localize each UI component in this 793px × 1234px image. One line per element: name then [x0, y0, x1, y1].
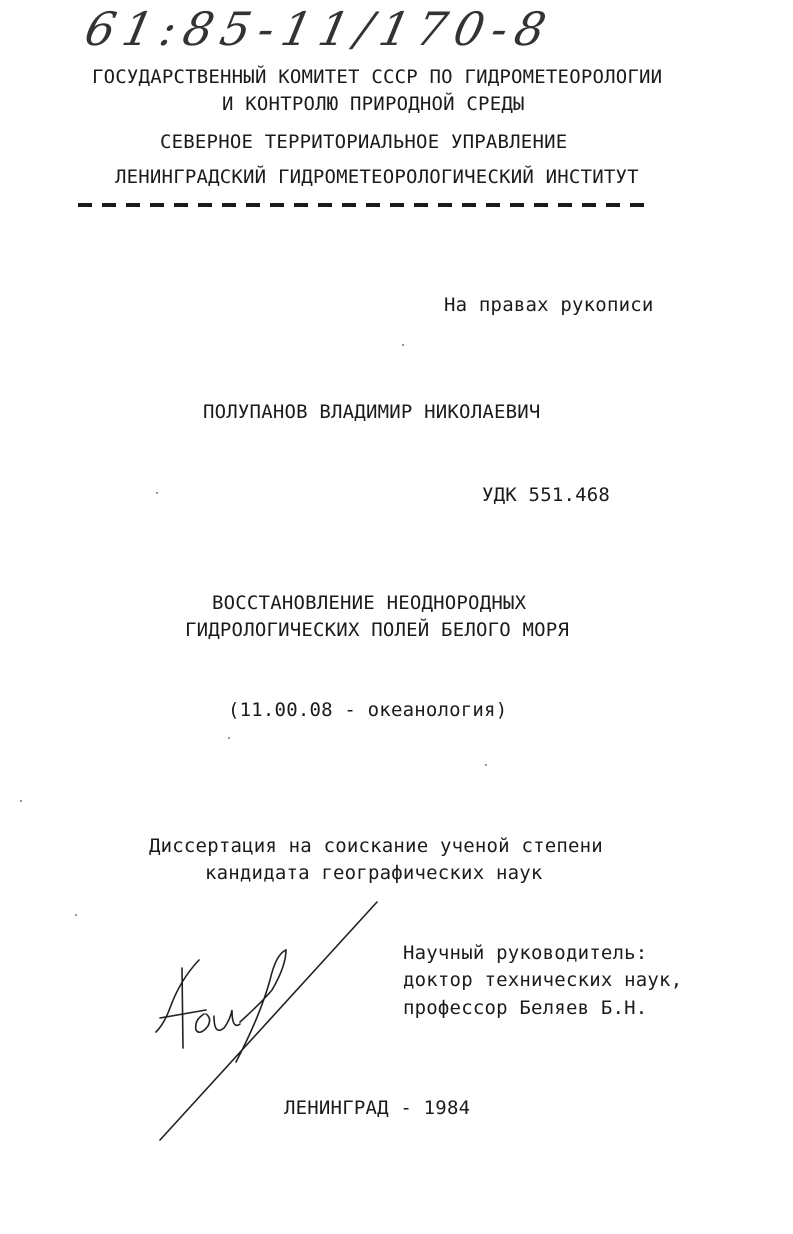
- header-committee-line1: ГОСУДАРСТВЕННЫЙ КОМИТЕТ СССР ПО ГИДРОМЕТЕОРОЛОГИИ: [92, 66, 663, 88]
- supervisor-label: Научный руководитель:: [403, 942, 648, 964]
- header-institute: ЛЕНИНГРАДСКИЙ ГИДРОМЕТЕОРОЛОГИЧЕСКИЙ ИНСТИТУТ: [115, 166, 639, 188]
- supervisor-name: профессор Беляев Б.Н.: [403, 997, 648, 1019]
- udk-code: УДК 551.468: [482, 484, 611, 506]
- scan-speck: [402, 344, 404, 346]
- scan-speck: [20, 800, 22, 802]
- scan-speck: [485, 764, 487, 766]
- scan-speck: [156, 492, 158, 494]
- thesis-title-line1: ВОССТАНОВЛЕНИЕ НЕОДНОРОДНЫХ: [212, 592, 527, 614]
- thesis-title-line2: ГИДРОЛОГИЧЕСКИХ ПОЛЕЙ БЕЛОГО МОРЯ: [185, 619, 570, 641]
- city-year: ЛЕНИНГРАД - 1984: [284, 1097, 471, 1119]
- header-directorate: СЕВЕРНОЕ ТЕРРИТОРИАЛЬНОЕ УПРАВЛЕНИЕ: [160, 131, 568, 153]
- header-dashed-divider: [78, 203, 648, 207]
- supervisor-degree: доктор технических наук,: [403, 969, 683, 991]
- dissertation-line2: кандидата географических наук: [205, 862, 543, 884]
- manuscript-rights: На правах рукописи: [444, 294, 654, 316]
- author-name: ПОЛУПАНОВ ВЛАДИМИР НИКОЛАЕВИЧ: [203, 401, 541, 423]
- handwritten-archive-number: 61:85-11/170-8: [80, 2, 559, 56]
- dissertation-line1: Диссертация на соискание ученой степени: [149, 835, 603, 857]
- header-committee-line2: И КОНТРОЛЮ ПРИРОДНОЙ СРЕДЫ: [222, 93, 525, 115]
- scan-speck: [228, 737, 230, 739]
- scan-speck: [75, 914, 77, 916]
- specialty-code: (11.00.08 - океанология): [228, 699, 508, 721]
